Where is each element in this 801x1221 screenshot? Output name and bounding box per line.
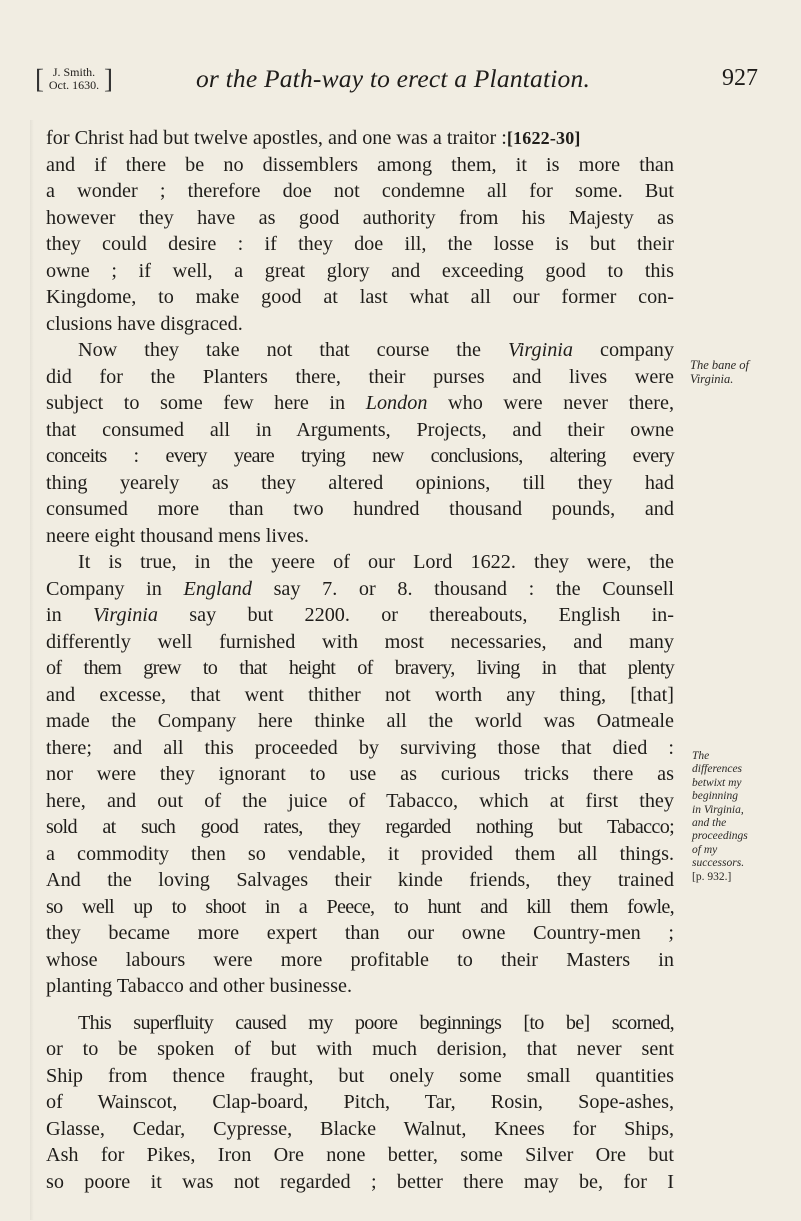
italic-place-name: England xyxy=(183,577,252,600)
text-line: Ash for Pikes, Iron Ore none better, some Silver Ore but xyxy=(46,1144,674,1166)
text-line: nor were they ignorant to use as curious tricks there as xyxy=(46,763,674,785)
text-line: Kingdome, to make good at last what all our former con- xyxy=(46,286,674,308)
text-line: consumed more than two hundred thousand pounds, and xyxy=(46,498,674,520)
left-bracket: [ xyxy=(35,64,44,94)
source-reference-date: Oct. 1630. xyxy=(48,78,100,92)
text-line: conceits : every yeare trying new conclusions, altering every xyxy=(46,445,674,467)
margin-note-line: of my xyxy=(692,843,718,856)
text-line: they could desire : if they doe ill, the losse is but their xyxy=(46,233,674,255)
page-gutter-shadow xyxy=(30,120,34,1220)
text-line: This superfluity caused my poore beginnings [to be] scorned, xyxy=(78,1011,674,1034)
text-line: Glasse, Cedar, Cypresse, Blacke Walnut, Knees for Ships, xyxy=(46,1117,674,1140)
text-line: or to be spoken of but with much derision, that never sent xyxy=(46,1038,674,1060)
source-reference-author: J. Smith. xyxy=(52,65,96,79)
text-line: And the loving Salvages their kinde friends, they trained xyxy=(46,869,674,891)
text-line: neere eight thousand mens lives. xyxy=(46,524,309,547)
page-number: 927 xyxy=(722,65,758,91)
text-line: planting Tabacco and other businesse. xyxy=(46,975,352,997)
text-line: there; and all this proceeded by surviving those that died : xyxy=(46,736,674,759)
margin-page-reference: [p. 932.] xyxy=(692,870,732,883)
margin-note-line: beginning xyxy=(692,790,738,803)
text-line: so poore it was not regarded ; better there may be, for I xyxy=(46,1170,674,1193)
main-text xyxy=(46,125,674,1195)
text-line: sold at such good rates, they regarded nothing but Tabacco; xyxy=(46,816,674,838)
margin-note-line: differences xyxy=(692,763,743,776)
text-line: so well up to shoot in a Peece, to hunt and kill them fowle, xyxy=(46,895,674,918)
right-bracket: ] xyxy=(104,64,113,94)
margin-note-bane-of-virginia xyxy=(690,359,749,386)
page-header xyxy=(35,62,758,112)
text-line: Ship from thence fraught, but onely some small quantities xyxy=(46,1064,674,1087)
text-line: a commodity then so vendable, it provided them all things. xyxy=(46,842,674,865)
text-segment: for Christ had but twelve apostles, and one was a traitor : xyxy=(46,127,507,149)
margin-note-line: proceedings xyxy=(692,830,748,843)
margin-note-line: and the xyxy=(692,817,727,830)
text-line: of Wainscot, Clap-board, Pitch, Tar, Rosin, Sope-ashes, xyxy=(46,1091,674,1113)
text-line xyxy=(46,337,674,364)
italic-place-name: London xyxy=(365,392,428,414)
text-line: made the Company here thinke all the world was Oatmeale xyxy=(46,710,674,732)
text-line: and if there be no dissemblers among them, it is more than xyxy=(46,153,674,176)
text-line xyxy=(46,576,674,603)
text-line: however they have as good authority from his Majesty as xyxy=(46,206,674,229)
text-line: and excesse, that went thither not worth any thing, [that] xyxy=(46,683,674,706)
italic-place-name: Virginia xyxy=(92,604,159,626)
text-segment: say 7. or 8. thousand : the Counsell xyxy=(251,577,674,600)
text-line: thing yearely as they altered opinions, till they had xyxy=(46,471,674,494)
text-line: differently well furnished with most necessaries, and many xyxy=(46,630,674,653)
text-line xyxy=(46,390,674,417)
margin-note-line: The xyxy=(692,750,710,762)
text-line: a wonder ; therefore doe not condemne all for some. But xyxy=(46,180,674,202)
margin-note-line: The bane of xyxy=(690,358,750,372)
text-segment: in xyxy=(46,604,93,626)
italic-place-name: Virginia xyxy=(507,339,573,361)
text-segment: Now they take not that course the xyxy=(78,339,508,361)
text-line: did for the Planters there, their purses and lives were xyxy=(46,365,674,388)
text-line: here, and out of the juice of Tabacco, which at first they xyxy=(46,789,674,812)
text-segment: subject to some few here in xyxy=(46,392,366,414)
text-line: clusions have disgraced. xyxy=(46,312,243,335)
text-line: owne ; if well, a great glory and exceeding good to this xyxy=(46,259,674,282)
margin-note-line: betwixt my xyxy=(692,776,742,789)
text-segment: company xyxy=(573,339,674,361)
text-line: they became more expert than our owne Country-men ; xyxy=(46,922,674,944)
margin-note-line: successors. xyxy=(692,857,745,870)
text-segment: Company in xyxy=(46,577,184,600)
text-line: whose labours were more profitable to their Masters in xyxy=(46,948,674,971)
margin-note-line: Virginia. xyxy=(690,371,734,386)
text-line: of them grew to that height of bravery, living in that plenty xyxy=(46,657,674,679)
text-line xyxy=(46,125,674,152)
text-line xyxy=(46,602,674,629)
source-reference xyxy=(35,64,113,94)
running-title: or the Path-way to erect a Plantation. xyxy=(195,64,591,93)
margin-note-line: in Virginia, xyxy=(692,803,744,816)
text-segment: say but 2200. or thereabouts, English in- xyxy=(158,604,675,626)
text-segment: who were never there, xyxy=(427,392,674,414)
text-line: that consumed all in Arguments, Projects, and their owne xyxy=(46,418,674,441)
text-line: It is true, in the yeere of our Lord 1622. they were, the xyxy=(78,551,674,573)
margin-note-differences xyxy=(692,750,748,884)
date-range-tag: [1622-30] xyxy=(506,128,581,148)
